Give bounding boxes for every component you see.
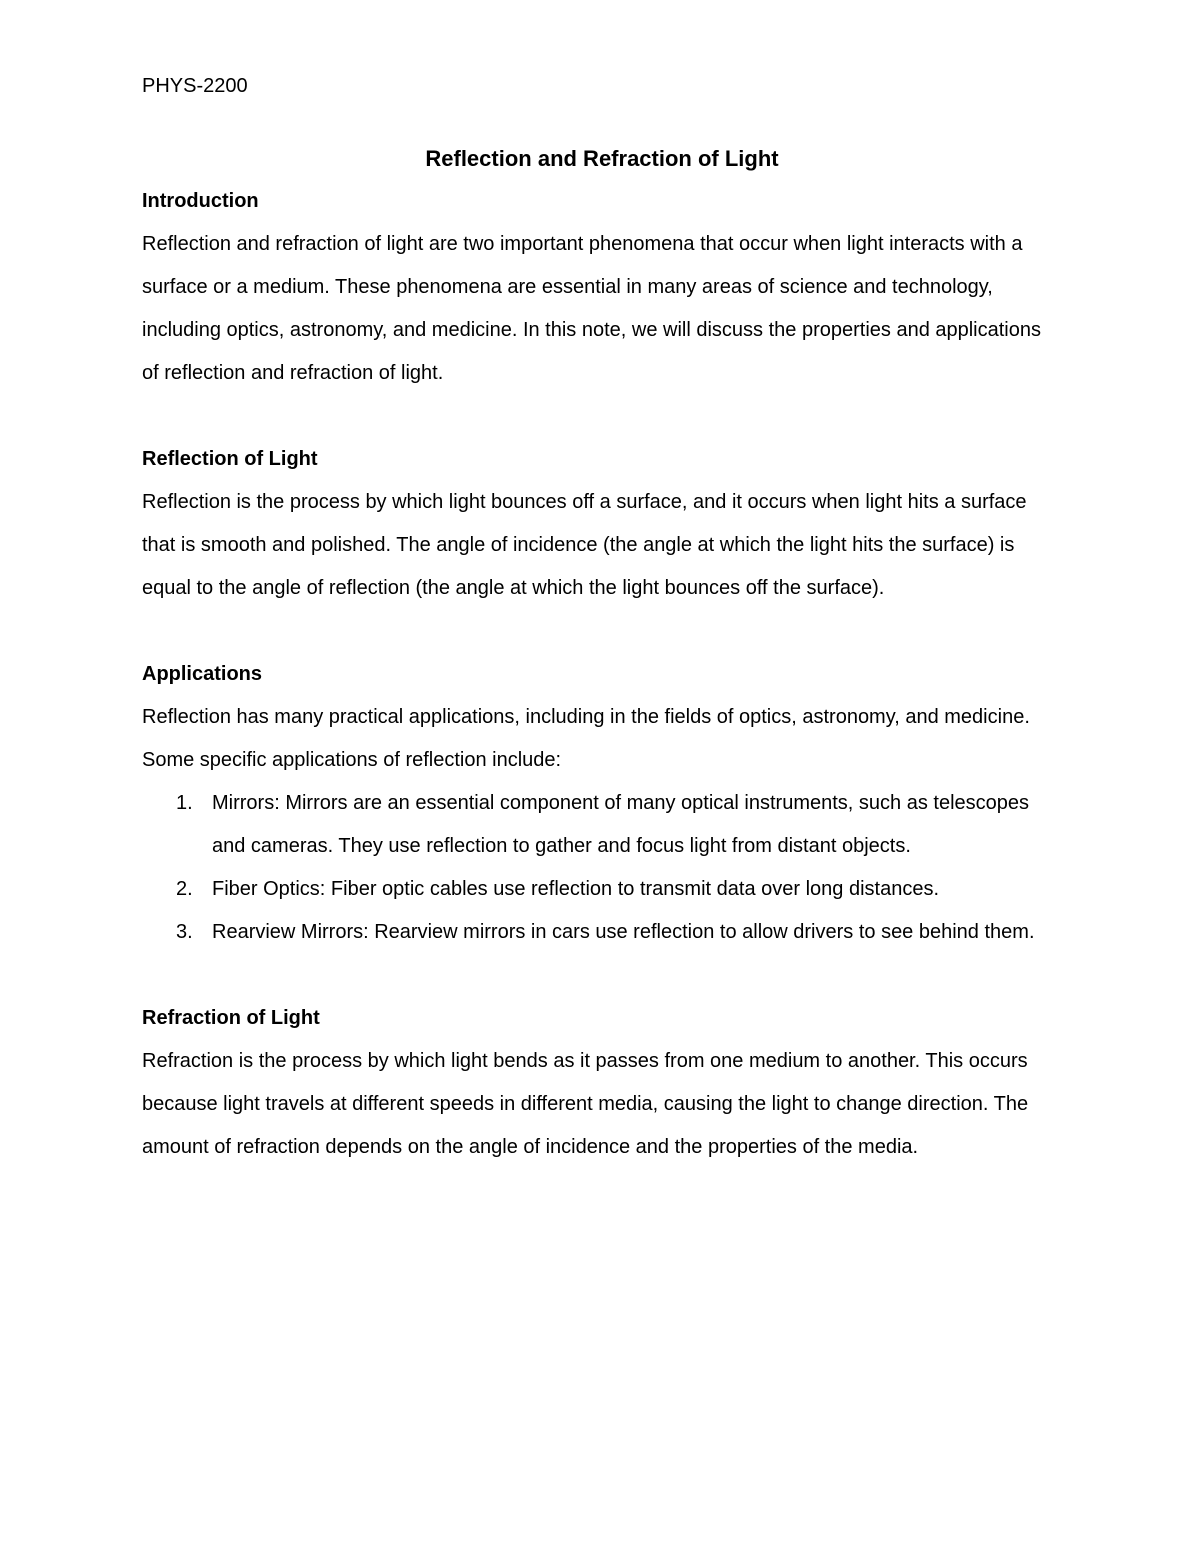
section-spacer [142,610,1062,653]
reflection-paragraph: Reflection is the process by which light bounces off a surface, and it occurs when light hits a surface that is smooth and polished. The angle of incidence (the angle at which the light hits the surface) is equal to the angle of reflection (the angle at which the light bounces off the surface). [142,491,1027,599]
course-code-header: PHYS-2200 [142,75,248,97]
refraction-paragraph: Refraction is the process by which light bends as it passes from one medium to another. This occurs because light travels at different speeds in different media, causing the light to change direction. The amount of refraction depends on the angle of incidence and the properties of the media. [142,1050,1029,1158]
section-spacer [142,395,1062,438]
list-item [142,911,1062,954]
applications-heading: Applications [142,663,263,685]
document-title: Reflection and Refraction of Light [425,146,779,171]
list-item-text: Mirrors: Mirrors are an essential component of many optical instruments, such as telescopes and cameras. They use reflection to gather and focus light from distant objects. [212,792,1030,857]
introduction-paragraph: Reflection and refraction of light are two important phenomena that occur when light interacts with a surface or a medium. These phenomena are essential in many areas of science and technology, including optics, astronomy, and medicine. In this note, we will discuss the properties and applications of reflection and refraction of light. [142,233,1041,384]
list-item-number: 2. [176,878,193,900]
section-spacer [142,954,1062,997]
reflection-heading: Reflection of Light [142,448,318,470]
applications-list [142,782,1062,954]
applications-paragraph: Reflection has many practical applications, including in the fields of optics, astronomy, and medicine. Some specific applications of reflection include: [142,706,1030,771]
list-item-text: Rearview Mirrors: Rearview mirrors in cars use reflection to allow drivers to see behind them. [212,921,1035,943]
list-item [142,782,1062,868]
refraction-heading: Refraction of Light [142,1007,320,1029]
document-content [142,68,1062,1169]
list-item [142,868,1062,911]
introduction-heading: Introduction [142,190,259,212]
list-item-number: 1. [176,792,193,814]
list-item-text: Fiber Optics: Fiber optic cables use reflection to transmit data over long distances. [212,878,940,900]
list-item-number: 3. [176,921,193,943]
